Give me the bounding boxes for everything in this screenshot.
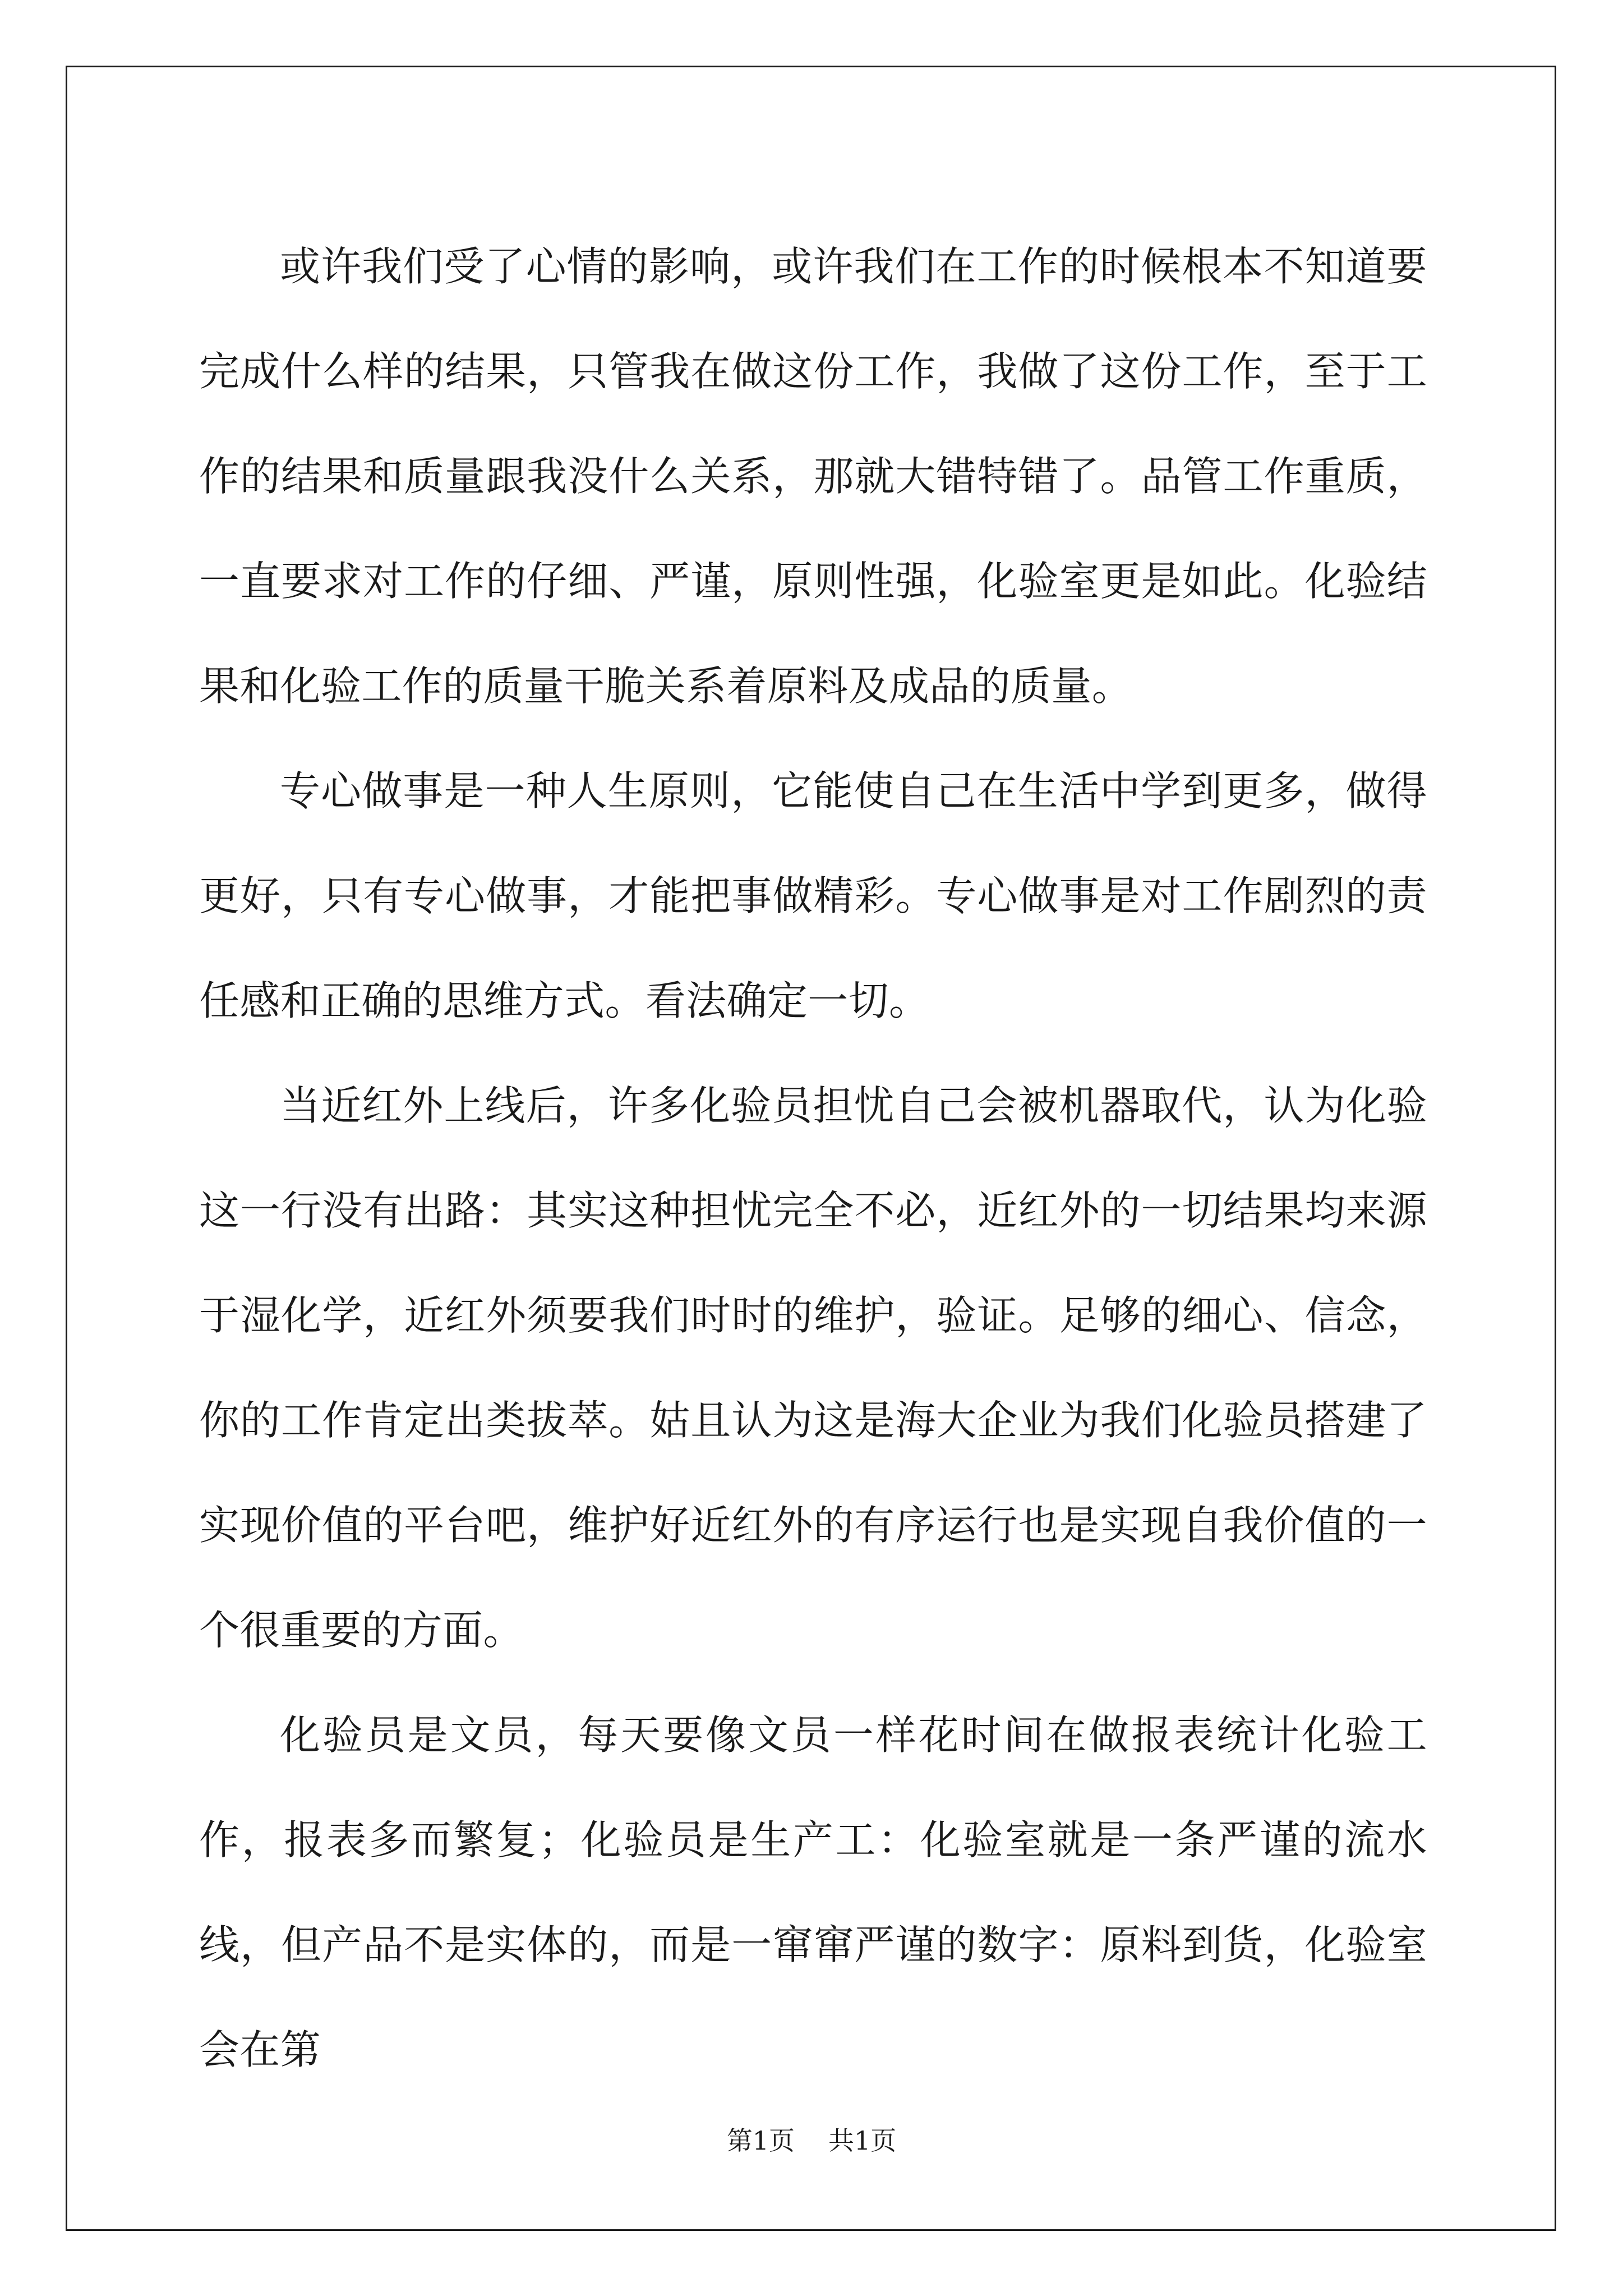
paragraph-4: 化验员是文员，每天要像文员一样花时间在做报表统计化验工作，报表多而繁复；化验员是生产工：化验室就是一条严谨的流水线，但产品不是实体的，而是一窜窜严谨的数字：原料到货，化验室会在第: [199, 1711, 1427, 2073]
document-body: [199, 214, 1427, 2102]
paragraph-3: 当近红外上线后，许多化验员担忧自己会被机器取代，认为化验这一行没有出路：其实这种担忧完全不必，近红外的一切结果均来源于湿化学，近红外须要我们时时的维护，验证。足够的细心、信念，你的工作肯定出类拔萃。姑且认为这是海大企业为我们化验员搭建了实现价值的平台吧，维护好近红外的有序运行也是实现自我价值的一个很重要的方面。: [199, 1082, 1427, 1654]
page-number: 第1页: [726, 2125, 795, 2156]
paragraph-2: 专心做事是一种人生原则，它能使自己在生活中学到更多，做得更好，只有专心做事，才能把事做精彩。专心做事是对工作剧烈的责任感和正确的思维方式。看法确定一切。: [199, 767, 1427, 1024]
page-footer: [0, 2120, 1623, 2157]
paragraph-1: 或许我们受了心情的影响，或许我们在工作的时候根本不知道要完成什么样的结果，只管我在做这份工作，我做了这份工作，至于工作的结果和质量跟我没什么关系，那就大错特错了。品管工作重质，一直要求对工作的仔细、严谨，原则性强，化验室更是如此。化验结果和化验工作的质量干脆关系着原料及成品的质量。: [199, 243, 1427, 710]
page-total: 共1页: [828, 2125, 897, 2156]
